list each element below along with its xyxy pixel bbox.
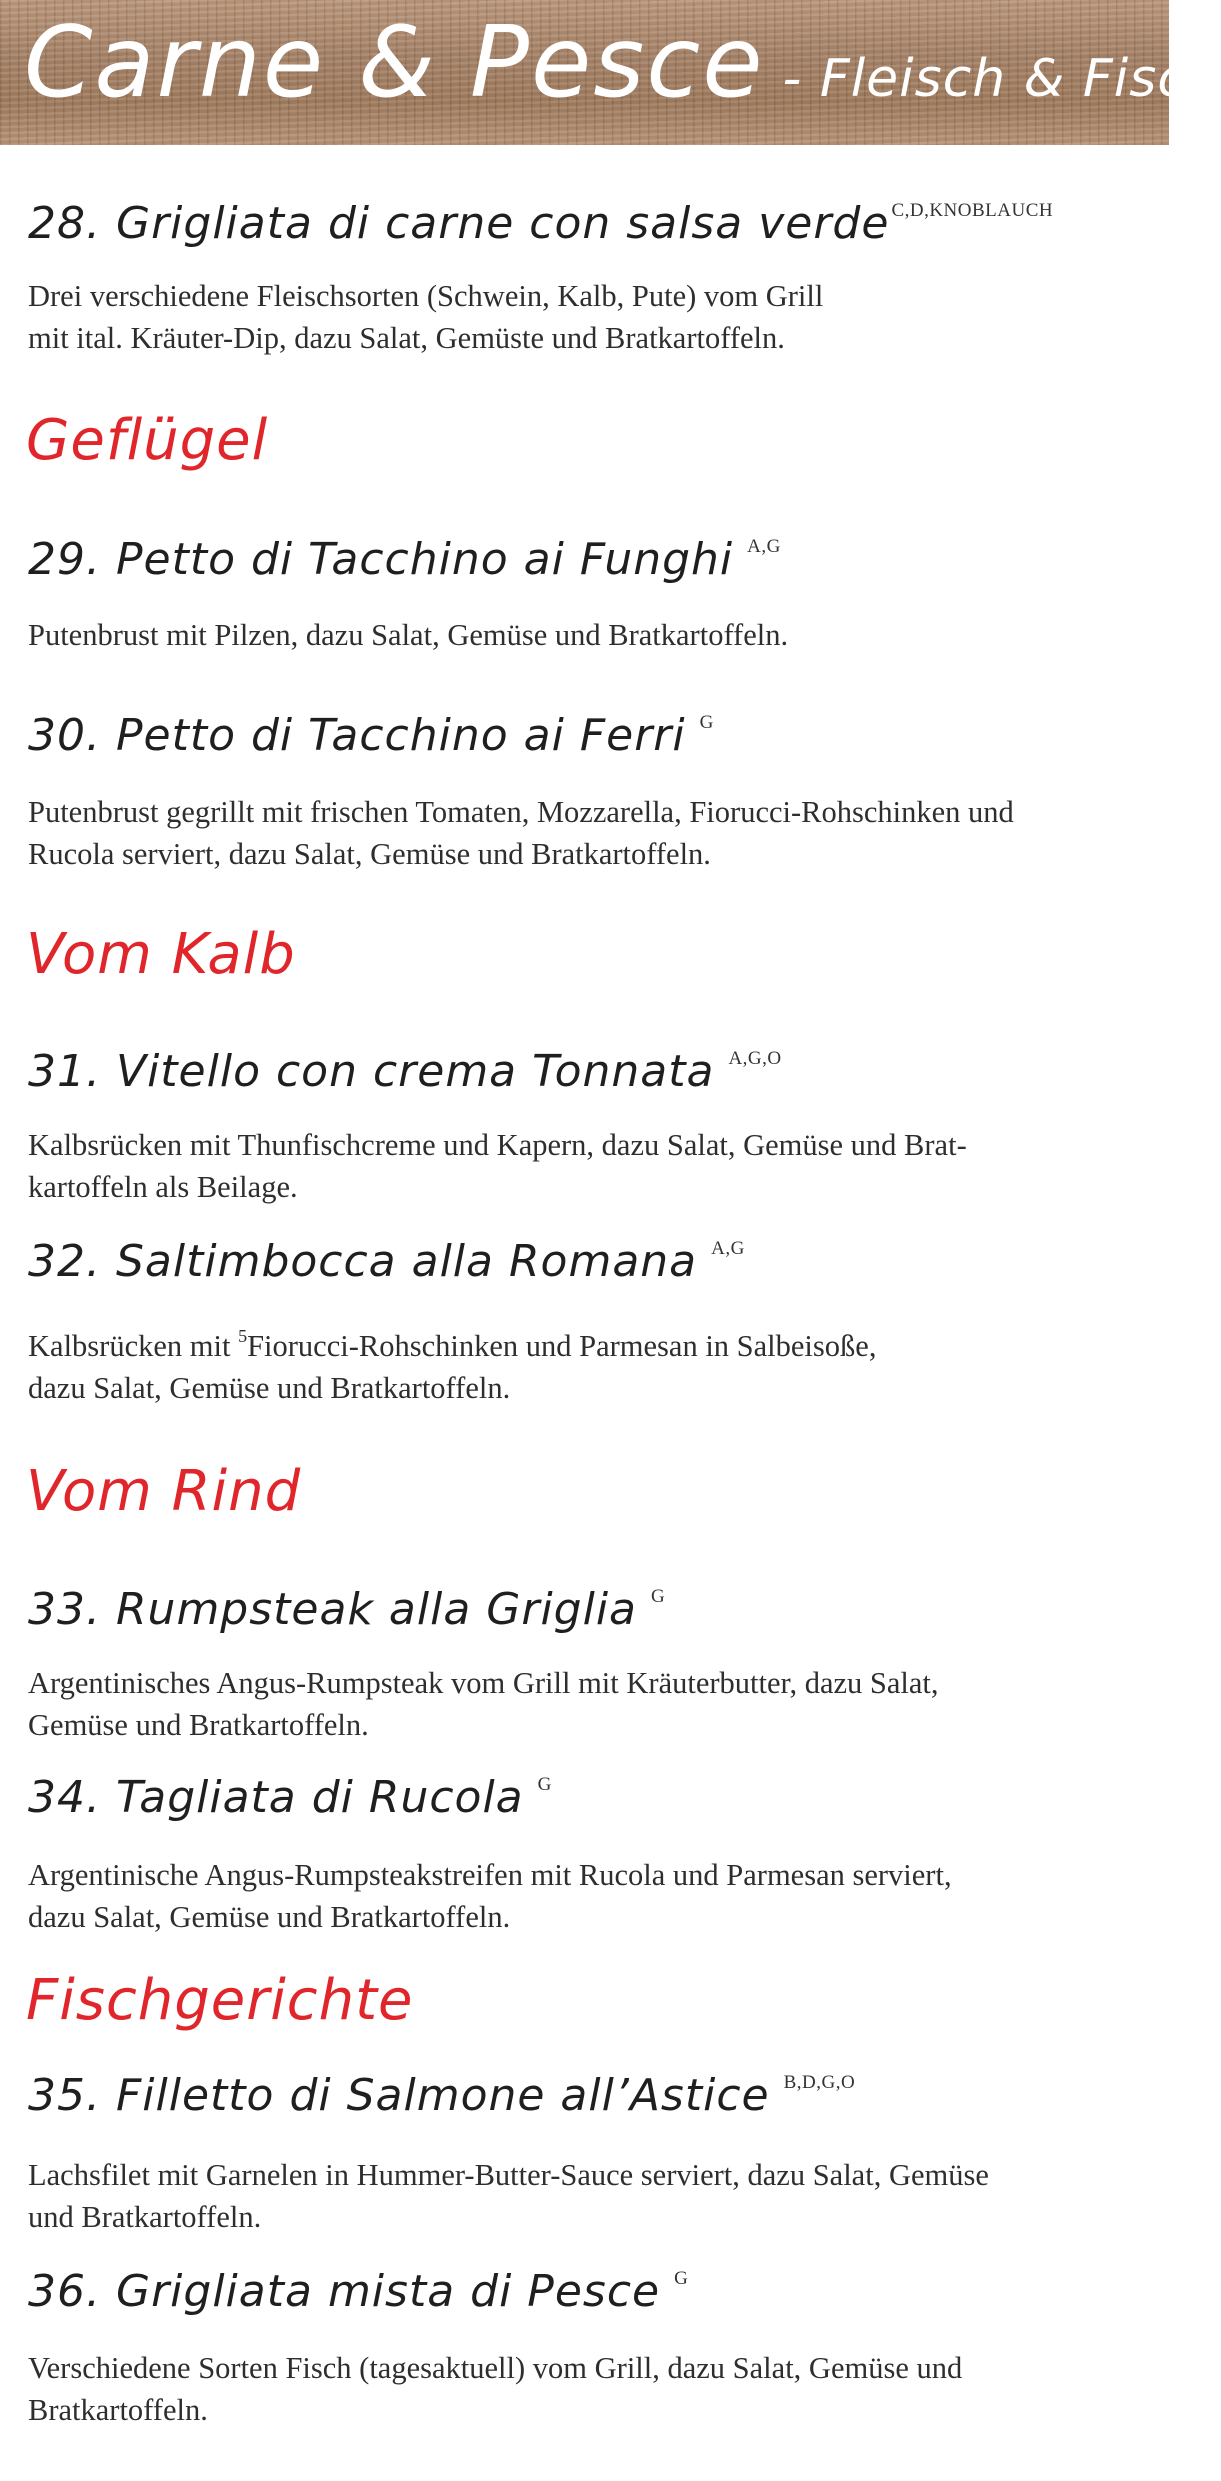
menu-item-34-title (28, 1772, 552, 1823)
menu-item-36-title (28, 2266, 688, 2317)
desc-line: Argentinische Angus-Rumpsteakstreifen mit Rucola und Parmesan serviert, (28, 1858, 952, 1892)
desc-line: Putenbrust gegrillt mit frischen Tomaten, Mozzarella, Fiorucci-Rohschinken und (28, 795, 1014, 829)
desc-line: Kalbsrücken mit Thunfischcreme und Kapern, dazu Salat, Gemüse und Brat- (28, 1128, 967, 1162)
section-heading-rind: Vom Rind (26, 1459, 302, 1524)
desc-line: mit ital. Kräuter-Dip, dazu Salat, Gemüste und Bratkartoffeln. (28, 321, 785, 355)
desc-line: Putenbrust mit Pilzen, dazu Salat, Gemüse und Bratkartoffeln. (28, 618, 789, 652)
desc-line: und Bratkartoffeln. (28, 2200, 262, 2234)
desc-line: Gemüse und Bratkartoffeln. (28, 1708, 369, 1742)
desc-line: dazu Salat, Gemüse und Bratkartoffeln. (28, 1371, 511, 1405)
title-main: Carne & Pesce (24, 6, 765, 120)
menu-item-36-description (28, 2347, 1148, 2431)
item-name: Vitello con crema Tonnata (115, 1046, 715, 1097)
item-name: Tagliata di Rucola (115, 1772, 524, 1823)
title-sub: - Fleisch & Fisch (782, 49, 1221, 109)
section-heading-gefluegel: Geflügel (26, 408, 269, 473)
desc-text: Kalbsrücken mit (28, 1329, 231, 1363)
desc-line: Rucola serviert, dazu Salat, Gemüse und Bratkartoffeln. (28, 837, 711, 871)
desc-line (28, 1315, 1148, 1367)
item-number: 31. (28, 1046, 101, 1097)
desc-line: Lachsfilet mit Garnelen in Hummer-Butter-Sauce serviert, dazu Salat, Gemüse (28, 2158, 989, 2192)
allergen-codes: G (651, 1586, 666, 1607)
desc-line: kartoffeln als Beilage. (28, 1170, 298, 1204)
header-banner (0, 0, 1221, 145)
menu-item-29-title (28, 534, 781, 585)
desc-line: Argentinisches Angus-Rumpsteak vom Grill mit Kräuterbutter, dazu Salat, (28, 1666, 939, 1700)
item-number: 29. (28, 534, 101, 585)
menu-item-34-description (28, 1854, 1148, 1938)
allergen-codes: G (699, 712, 714, 733)
item-number: 36. (28, 2266, 101, 2317)
menu-item-35-description (28, 2154, 1148, 2238)
desc-line: dazu Salat, Gemüse und Bratkartoffeln. (28, 1900, 511, 1934)
allergen-codes: G (674, 2268, 689, 2289)
menu-item-35-title (28, 2070, 855, 2121)
menu-item-28-title (28, 198, 1053, 249)
desc-line: Verschiedene Sorten Fisch (tagesaktuell) vom Grill, dazu Salat, Gemüse und (28, 2351, 963, 2385)
menu-item-32-description (28, 1315, 1148, 1409)
desc-text: Fiorucci-Rohschinken und Parmesan in Salbeisoße, (247, 1329, 877, 1363)
desc-line: Drei verschiedene Fleischsorten (Schwein, Kalb, Pute) vom Grill (28, 279, 824, 313)
menu-item-30-description (28, 791, 1148, 875)
item-number: 33. (28, 1584, 101, 1635)
allergen-codes: C,D,KNOBLAUCH (891, 200, 1054, 221)
item-name: Petto di Tacchino ai Funghi (115, 534, 734, 585)
menu-item-30-title (28, 710, 714, 761)
item-number: 30. (28, 710, 101, 761)
allergen-codes: A,G (711, 1238, 745, 1259)
menu-item-28-description (28, 275, 1148, 359)
page-title (24, 6, 1221, 120)
menu-item-29-description (28, 614, 1148, 656)
menu-item-33-description (28, 1662, 1148, 1746)
footnote-marker: 5 (238, 1326, 248, 1346)
desc-line: Bratkartoffeln. (28, 2393, 208, 2427)
item-number: 34. (28, 1772, 101, 1823)
item-name: Saltimbocca alla Romana (115, 1236, 698, 1287)
item-name: Petto di Tacchino ai Ferri (115, 710, 686, 761)
section-heading-fisch: Fischgerichte (26, 1968, 414, 2033)
item-name: Grigliata mista di Pesce (115, 2266, 661, 2317)
menu-item-33-title (28, 1584, 665, 1635)
allergen-codes: A,G,O (728, 1048, 782, 1069)
item-name: Rumpsteak alla Griglia (115, 1584, 638, 1635)
item-name: Grigliata di carne con salsa verde (115, 198, 890, 249)
menu-item-31-description (28, 1124, 1148, 1208)
menu-item-32-title (28, 1236, 745, 1287)
menu-item-31-title (28, 1046, 782, 1097)
item-number: 32. (28, 1236, 101, 1287)
item-name: Filletto di Salmone all’Astice (115, 2070, 770, 2121)
item-number: 35. (28, 2070, 101, 2121)
item-number: 28. (28, 198, 101, 249)
allergen-codes: B,D,G,O (783, 2072, 856, 2093)
allergen-codes: A,G (747, 536, 781, 557)
section-heading-kalb: Vom Kalb (26, 922, 296, 987)
allergen-codes: G (537, 1774, 552, 1795)
